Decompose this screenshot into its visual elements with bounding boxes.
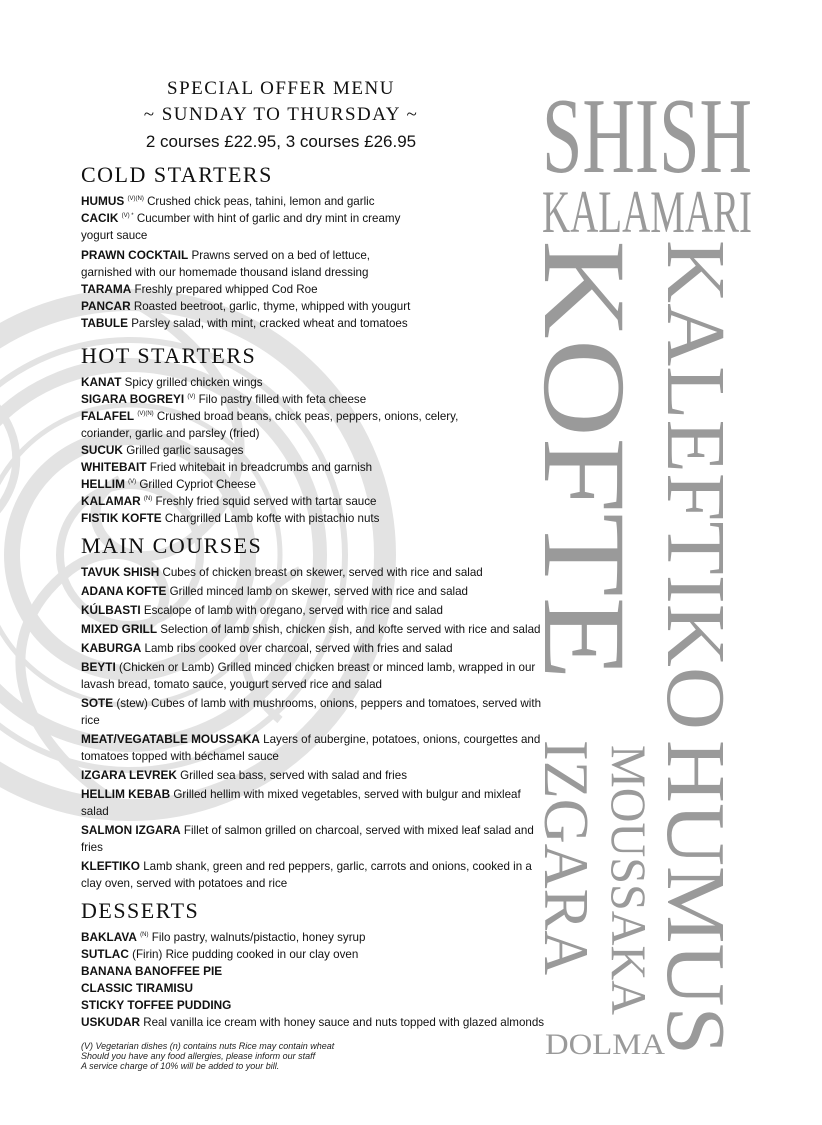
dietary-tag: (N) xyxy=(140,932,149,939)
menu-item xyxy=(81,621,551,638)
item-description: Grilled hellim with mixed vegetables, served with bulgur and mixleaf salad xyxy=(81,788,521,818)
dietary-tag: (V) xyxy=(128,479,137,486)
item-name: PRAWN COCKTAIL xyxy=(81,248,189,262)
item-description: Crushed chick peas, tahini, lemon and garlic xyxy=(147,195,375,208)
menu-item xyxy=(81,493,471,510)
item-description: Freshly prepared whipped Cod Roe xyxy=(134,283,318,296)
decorative-dish-words xyxy=(519,60,780,1061)
item-name: HELLIM KEBAB xyxy=(81,787,171,801)
menu-item xyxy=(81,659,551,693)
item-name: BAKLAVA xyxy=(81,930,137,944)
menu-item xyxy=(81,476,471,493)
section-heading: HOT STARTERS xyxy=(81,343,257,368)
dietary-tag: (V) xyxy=(187,394,196,401)
item-name: KABURGA xyxy=(81,641,142,655)
item-name: MEAT/VEGATABLE MOUSSAKA xyxy=(81,732,260,746)
item-description: Grilled minced lamb on skewer, served with rice and salad xyxy=(169,585,469,598)
menu-item xyxy=(81,731,551,765)
item-description: Roasted beetroot, garlic, thyme, whipped with yougurt xyxy=(133,300,411,313)
decor-word-dolma: DOLMA xyxy=(545,1028,666,1061)
menu-item xyxy=(81,298,421,315)
item-name: CACIK xyxy=(81,211,119,225)
item-description: Real vanilla ice cream with honey sauce and nuts topped with glazed almonds xyxy=(143,1016,545,1029)
menu-item xyxy=(81,767,551,784)
menu-item xyxy=(81,374,471,391)
item-description: Grilled sea bass, served with salad and fries xyxy=(180,769,407,782)
menu-item xyxy=(81,510,471,527)
item-description: Layers of aubergine, potatoes, onions, courgettes and tomatoes topped with béchamel sauce xyxy=(81,733,541,763)
item-name: SALMON IZGARA xyxy=(81,823,181,837)
dietary-tag: (V)(N) xyxy=(137,411,154,418)
item-name: BANANA BANOFFEE PIE xyxy=(81,964,223,978)
item-name: KLEFTIKO xyxy=(81,859,140,873)
menu-item xyxy=(81,858,551,892)
item-description: Prawns served on a bed of lettuce, garnished with our homemade thousand island dressing xyxy=(81,249,371,279)
menu-subtitle: ~ SUNDAY TO THURSDAY ~ xyxy=(143,104,419,125)
menu-item xyxy=(81,391,471,408)
menu-item xyxy=(81,963,551,980)
item-name: KANAT xyxy=(81,375,122,389)
item-name: SUCUK xyxy=(81,443,123,457)
item-description: Filo pastry filled with feta cheese xyxy=(198,393,367,406)
dietary-tag: (N) xyxy=(143,496,153,503)
menu-item xyxy=(81,822,551,856)
menu-item xyxy=(81,946,551,963)
item-name: ADANA KOFTE xyxy=(81,584,167,598)
menu-item xyxy=(81,602,551,619)
decor-word-kaleftiko: KALEFTIKO xyxy=(649,240,742,712)
item-description: Lamb shank, green and red peppers, garlic, carrots and onions, cooked in a clay oven, served with potatoes and rice xyxy=(81,860,532,890)
item-name: SOTE xyxy=(81,696,114,710)
item-name: FISTIK KOFTE xyxy=(81,511,162,525)
item-description: (stew) Cubes of lamb with mushrooms, onions, peppers and tomatoes, served with rice xyxy=(81,697,542,727)
menu-header xyxy=(81,76,481,154)
item-description: Fried whitebait in breadcrumbs and garnish xyxy=(149,461,373,474)
menu-item xyxy=(81,583,551,600)
item-description: Lamb ribs cooked over charcoal, served with fries and salad xyxy=(144,642,453,655)
footnote-line: (V) Vegetarian dishes (n) contains nuts Rice may contain wheat xyxy=(81,1041,335,1051)
decor-word-izgara: IZGARA xyxy=(531,740,602,982)
menu-item xyxy=(81,564,551,581)
item-description: Spicy grilled chicken wings xyxy=(124,376,263,389)
menu-item xyxy=(81,997,551,1014)
menu-sections xyxy=(81,162,551,1031)
item-name: USKUDAR xyxy=(81,1015,140,1029)
dietary-tag: (V) * xyxy=(121,213,134,220)
item-name: BEYTI xyxy=(81,660,116,674)
section-heading: MAIN COURSES xyxy=(81,533,263,558)
menu-item xyxy=(81,247,421,281)
footnotes xyxy=(81,1041,551,1071)
item-name: TAVUK SHISH xyxy=(81,565,160,579)
item-name: KALAMAR xyxy=(81,494,141,508)
menu-item xyxy=(81,442,471,459)
menu-item xyxy=(81,210,421,244)
item-description: Grilled Cypriot Cheese xyxy=(139,478,257,491)
item-name: STICKY TOFFEE PUDDING xyxy=(81,998,232,1012)
item-name: FALAFEL xyxy=(81,409,135,423)
menu-item xyxy=(81,980,551,997)
menu-section xyxy=(81,533,551,892)
offer-prices: 2 courses £22.95, 3 courses £26.95 xyxy=(145,132,417,151)
item-description: Filo pastry, walnuts/pistactio, honey syrup xyxy=(151,931,366,944)
menu-item xyxy=(81,695,551,729)
item-description: (Firin) Rice pudding cooked in our clay oven xyxy=(132,948,359,961)
menu-item xyxy=(81,193,421,210)
item-description: Escalope of lamb with oregano, served with rice and salad xyxy=(143,604,443,617)
decor-word-humus: HUMUS xyxy=(649,740,742,1044)
dietary-tag: (V)(N) xyxy=(127,196,144,203)
item-name: SIGARA BOGREYI xyxy=(81,392,185,406)
footnote-line: A service charge of 10% will be added to your bill. xyxy=(81,1061,280,1071)
section-heading: COLD STARTERS xyxy=(81,162,273,187)
item-description: Chargrilled Lamb kofte with pistachio nuts xyxy=(164,512,380,525)
item-name: IZGARA LEVREK xyxy=(81,768,177,782)
item-description: Cubes of chicken breast on skewer, served with rice and salad xyxy=(162,566,483,579)
menu-title: SPECIAL OFFER MENU xyxy=(167,78,395,99)
menu-item xyxy=(81,640,551,657)
item-description: Grilled garlic sausages xyxy=(126,444,244,457)
item-description: Selection of lamb shish, chicken sish, and kofte served with rice and salad xyxy=(160,623,541,636)
menu-section xyxy=(81,898,551,1031)
item-name: SUTLAC xyxy=(81,947,129,961)
menu-section xyxy=(81,343,551,527)
section-heading: DESSERTS xyxy=(81,898,200,923)
menu-item xyxy=(81,281,421,298)
menu-item xyxy=(81,929,551,946)
item-description: Cucumber with hint of garlic and dry mint in creamy yogurt sauce xyxy=(81,212,401,242)
decor-word-moussaka: MOUSSAKA xyxy=(601,745,657,1026)
item-name: KÚLBASTI xyxy=(81,603,141,617)
item-description: Freshly fried squid served with tartar sauce xyxy=(155,495,377,508)
decor-word-shish: SHISH xyxy=(542,77,752,196)
decor-word-kofte: KOFTE xyxy=(519,240,650,621)
menu-item xyxy=(81,459,471,476)
menu-item xyxy=(81,1014,551,1031)
item-name: PANCAR xyxy=(81,299,131,313)
item-name: CLASSIC TIRAMISU xyxy=(81,981,194,995)
item-name: TARAMA xyxy=(81,282,132,296)
item-name: HELLIM xyxy=(81,477,125,491)
item-description: Parsley salad, with mint, cracked wheat and tomatoes xyxy=(131,317,408,330)
menu-item xyxy=(81,408,471,442)
item-description: Fillet of salmon grilled on charcoal, served with mixed leaf salad and fries xyxy=(81,824,534,854)
item-description: (Chicken or Lamb) Grilled minced chicken breast or minced lamb, wrapped in our lavash bread, tomato sauce, yougurt served rice and salad xyxy=(81,661,536,691)
menu-column xyxy=(81,76,551,1071)
menu-section xyxy=(81,162,551,332)
decor-word-kalamari: KALAMARI xyxy=(542,179,752,245)
item-name: HUMUS xyxy=(81,194,125,208)
footnote-line: Should you have any food allergies, please inform our staff xyxy=(81,1051,316,1061)
item-description: Crushed broad beans, chick peas, peppers, onions, celery, coriander, garlic and parsley (fried) xyxy=(81,410,459,440)
menu-item xyxy=(81,315,421,332)
menu-item xyxy=(81,786,551,820)
item-name: MIXED GRILL xyxy=(81,622,158,636)
item-name: TABULE xyxy=(81,316,128,330)
item-name: WHITEBAIT xyxy=(81,460,147,474)
